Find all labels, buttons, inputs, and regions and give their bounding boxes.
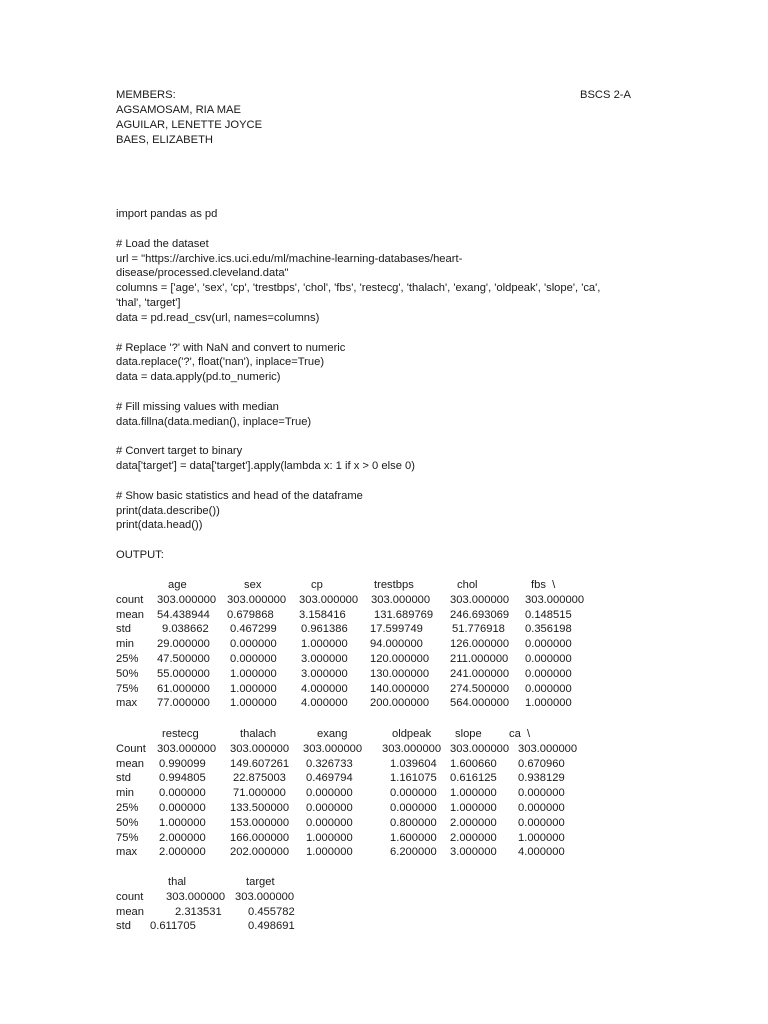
- table-cell: 274.500000: [450, 682, 510, 695]
- code-line: 'thal', 'target']: [116, 297, 181, 309]
- row-label: min: [116, 787, 135, 800]
- column-header: fbs \: [531, 579, 556, 591]
- table-cell: 303.000000: [303, 742, 363, 755]
- table-cell: 0.469794: [306, 772, 353, 785]
- table-cell: 0.326733: [306, 757, 353, 770]
- column-header: trestbps: [374, 579, 414, 591]
- code-line: data.replace('?', float('nan'), inplace=True): [116, 356, 325, 368]
- table-cell: 303.000000: [525, 593, 585, 606]
- section-label: BSCS 2-A: [580, 89, 631, 101]
- table-cell: 303.000000: [235, 890, 295, 903]
- table-cell: 4.000000: [518, 846, 565, 859]
- table-cell: 1.600000: [390, 831, 437, 844]
- code-comment: # Fill missing values with median: [116, 401, 279, 413]
- row-label: 75%: [116, 831, 139, 844]
- code-comment: # Replace '?' with NaN and convert to numeric: [116, 342, 346, 354]
- table-cell: 166.000000: [230, 831, 290, 844]
- table-cell: 303.000000: [299, 593, 359, 606]
- table-header-row: [0, 578, 768, 593]
- table-cell: 0.148515: [525, 608, 572, 621]
- table-row: [0, 593, 768, 608]
- table-cell: 1.000000: [450, 787, 497, 800]
- table-cell: 0.000000: [306, 816, 353, 829]
- table-cell: 202.000000: [230, 846, 290, 859]
- table-header-row: [0, 727, 768, 742]
- table-cell: 0.498691: [248, 920, 295, 933]
- row-label: count: [116, 890, 144, 903]
- table-cell: 0.616125: [450, 772, 497, 785]
- table-cell: 3.000000: [450, 846, 497, 859]
- table-cell: 0.000000: [306, 802, 353, 814]
- table-cell: 303.000000: [227, 593, 287, 606]
- table-cell: 0.467299: [230, 623, 277, 636]
- column-header: oldpeak: [392, 728, 432, 740]
- row-label: 50%: [116, 816, 139, 829]
- table-cell: 22.875003: [233, 772, 286, 785]
- table-cell: 1.600660: [450, 757, 497, 770]
- table-row: [0, 757, 768, 772]
- table-row: [0, 742, 768, 757]
- row-label: std: [116, 772, 131, 785]
- table-row: [0, 786, 768, 801]
- table-cell: 120.000000: [370, 653, 430, 665]
- table-cell: 0.000000: [306, 787, 353, 800]
- table-cell: 246.693069: [450, 608, 510, 621]
- table-cell: 55.000000: [157, 667, 210, 680]
- table-cell: 1.000000: [230, 697, 277, 710]
- code-line: data.fillna(data.median(), inplace=True): [116, 416, 312, 428]
- table-cell: 0.000000: [390, 787, 437, 800]
- column-header: restecg: [162, 728, 199, 740]
- table-cell: 51.776918: [452, 623, 505, 636]
- table-row: [0, 622, 768, 637]
- output-label: OUTPUT:: [116, 549, 164, 561]
- table-cell: 0.679868: [227, 608, 274, 621]
- table-cell: 133.500000: [230, 802, 290, 814]
- table-cell: 126.000000: [450, 638, 510, 651]
- table-row: [0, 890, 768, 905]
- table-cell: 3.000000: [301, 653, 348, 665]
- column-header: exang: [317, 728, 348, 740]
- row-label: Count: [116, 742, 146, 755]
- table-row: [0, 682, 768, 697]
- table-cell: 0.000000: [230, 653, 277, 665]
- table-cell: 0.000000: [518, 787, 565, 800]
- table-cell: 0.670960: [518, 757, 565, 770]
- member-name: AGUILAR, LENETTE JOYCE: [116, 119, 263, 131]
- table-cell: 0.000000: [525, 667, 572, 680]
- table-cell: 0.800000: [390, 816, 437, 829]
- table-cell: 2.313531: [175, 905, 222, 918]
- column-header: cp: [311, 579, 323, 591]
- code-comment: # Load the dataset: [116, 238, 209, 250]
- table-cell: 2.000000: [159, 846, 206, 859]
- table-cell: 1.000000: [306, 831, 353, 844]
- table-header-row: [0, 875, 768, 890]
- table-cell: 1.000000: [525, 697, 572, 710]
- table-cell: 303.000000: [518, 742, 578, 755]
- table-cell: 1.000000: [301, 638, 348, 651]
- column-header: ca \: [509, 728, 531, 740]
- table-cell: 2.000000: [450, 816, 497, 829]
- table-row: [0, 845, 768, 860]
- table-row: [0, 771, 768, 786]
- table-row: [0, 608, 768, 623]
- table-cell: 564.000000: [450, 697, 510, 710]
- table-row: [0, 696, 768, 711]
- table-cell: 47.500000: [157, 653, 210, 665]
- table-cell: 1.161075: [390, 772, 437, 785]
- table-cell: 303.000000: [450, 742, 510, 755]
- table-cell: 0.000000: [518, 816, 565, 829]
- table-cell: 9.038662: [162, 623, 209, 636]
- table-cell: 77.000000: [157, 697, 210, 710]
- code-line: print(data.head()): [116, 519, 203, 531]
- table-cell: 0.961386: [301, 623, 348, 636]
- column-header: sex: [244, 579, 262, 591]
- table-cell: 54.438944: [157, 608, 210, 621]
- member-name: AGSAMOSAM, RIA MAE: [116, 104, 241, 116]
- table-cell: 0.356198: [525, 623, 572, 636]
- table-cell: 3.000000: [301, 667, 348, 680]
- code-line: url = "https://archive.ics.uci.edu/ml/machine-learning-databases/heart-: [116, 253, 463, 265]
- table-cell: 0.000000: [518, 802, 565, 814]
- table-cell: 241.000000: [450, 667, 510, 680]
- row-label: std: [116, 920, 131, 933]
- column-header: thal: [168, 876, 187, 888]
- table-row: [0, 652, 768, 667]
- table-cell: 0.000000: [159, 787, 206, 800]
- table-cell: 6.200000: [390, 846, 437, 859]
- table-cell: 303.000000: [157, 593, 217, 606]
- row-label: 25%: [116, 653, 139, 665]
- column-header: target: [246, 876, 275, 888]
- table-cell: 17.599749: [370, 623, 423, 636]
- row-label: mean: [116, 608, 144, 621]
- table-cell: 1.000000: [518, 831, 565, 844]
- row-label: mean: [116, 757, 144, 770]
- column-header: slope: [455, 728, 482, 740]
- row-label: count: [116, 593, 144, 606]
- table-cell: 0.611705: [150, 920, 196, 933]
- table-cell: 1.000000: [450, 802, 497, 814]
- row-label: mean: [116, 905, 144, 918]
- table-cell: 130.000000: [370, 667, 430, 680]
- members-label: MEMBERS:: [116, 89, 176, 101]
- table-cell: 303.000000: [382, 742, 442, 755]
- table-cell: 0.990099: [159, 757, 206, 770]
- table-cell: 0.000000: [390, 802, 437, 814]
- column-header: age: [168, 579, 187, 591]
- table-cell: 0.938129: [518, 772, 565, 785]
- row-label: 75%: [116, 682, 139, 695]
- table-cell: 153.000000: [230, 816, 290, 829]
- table-row: [0, 816, 768, 831]
- code-line: disease/processed.cleveland.data": [116, 267, 289, 279]
- row-label: max: [116, 697, 138, 710]
- code-line: print(data.describe()): [116, 505, 220, 517]
- table-cell: 303.000000: [450, 593, 510, 606]
- table-cell: 0.000000: [525, 638, 572, 651]
- code-line: import pandas as pd: [116, 208, 218, 220]
- table-row: [0, 919, 768, 934]
- table-cell: 1.039604: [390, 757, 437, 770]
- table-cell: 303.000000: [157, 742, 217, 755]
- table-row: [0, 905, 768, 920]
- table-cell: 1.000000: [230, 667, 277, 680]
- table-cell: 149.607261: [230, 757, 290, 770]
- column-header: chol: [457, 579, 478, 591]
- code-line: data = pd.read_csv(url, names=columns): [116, 312, 320, 324]
- column-header: thalach: [240, 728, 277, 740]
- table-cell: 1.000000: [159, 816, 206, 829]
- table-cell: 94.000000: [370, 638, 423, 651]
- code-line: data['target'] = data['target'].apply(lambda x: 1 if x > 0 else 0): [116, 460, 415, 472]
- table-cell: 2.000000: [450, 831, 497, 844]
- table-cell: 200.000000: [370, 697, 430, 710]
- row-label: std: [116, 623, 131, 636]
- table-row: [0, 801, 768, 816]
- table-cell: 61.000000: [157, 682, 210, 695]
- table-cell: 131.689769: [374, 608, 434, 621]
- row-label: max: [116, 846, 138, 859]
- table-cell: 0.000000: [159, 802, 206, 814]
- code-line: data = data.apply(pd.to_numeric): [116, 371, 281, 383]
- table-cell: 71.000000: [233, 787, 286, 800]
- table-cell: 4.000000: [301, 682, 348, 695]
- code-comment: # Show basic statistics and head of the dataframe: [116, 490, 363, 502]
- table-row: [0, 637, 768, 652]
- table-cell: 303.000000: [230, 742, 290, 755]
- table-cell: 0.455782: [248, 905, 295, 918]
- table-cell: 2.000000: [159, 831, 206, 844]
- row-label: 25%: [116, 802, 139, 814]
- row-label: min: [116, 638, 135, 651]
- table-cell: 4.000000: [301, 697, 348, 710]
- row-label: 50%: [116, 667, 139, 680]
- table-cell: 29.000000: [157, 638, 210, 651]
- table-cell: 0.000000: [525, 653, 572, 665]
- table-cell: 3.158416: [299, 608, 346, 621]
- table-cell: 0.000000: [525, 682, 572, 695]
- table-row: [0, 667, 768, 682]
- member-name: BAES, ELIZABETH: [116, 134, 213, 146]
- table-row: [0, 831, 768, 846]
- table-cell: 0.994805: [159, 772, 206, 785]
- table-cell: 140.000000: [370, 682, 430, 695]
- code-line: columns = ['age', 'sex', 'cp', 'trestbps', 'chol', 'fbs', 'restecg', 'thalach', 'exang', 'oldpeak', 'slope', 'ca',: [116, 282, 601, 294]
- table-cell: 1.000000: [230, 682, 277, 695]
- table-cell: 0.000000: [230, 638, 277, 651]
- table-cell: 303.000000: [371, 593, 431, 606]
- table-cell: 303.000000: [166, 890, 226, 903]
- table-cell: 211.000000: [450, 653, 509, 665]
- code-comment: # Convert target to binary: [116, 445, 243, 457]
- table-cell: 1.000000: [306, 846, 353, 859]
